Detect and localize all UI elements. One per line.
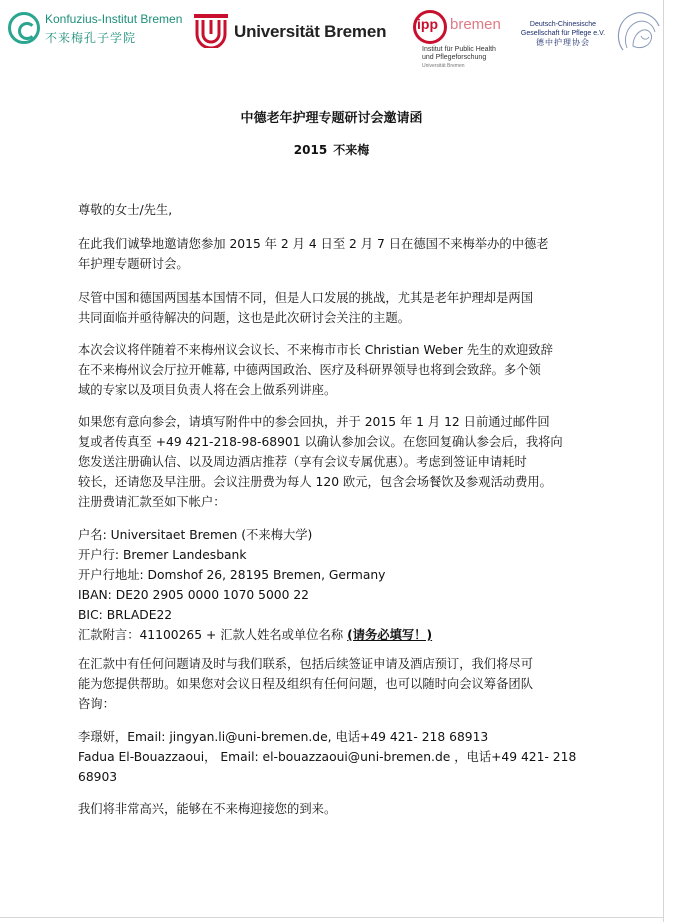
paragraph-topic <box>78 288 623 328</box>
paragraph-opening <box>78 340 623 400</box>
paragraph-line: 共同面临并亟待解决的问题，这也是此次研讨会关注的主题。 <box>78 311 411 325</box>
letter-subtitle <box>0 141 663 158</box>
contact-line: Fadua El-Bouazzaoui， Email: el-bouazzaoui@uni-bremen.de ，电话+49 421- 218 <box>78 750 577 764</box>
universitaet-bremen-emblem-icon <box>194 14 228 48</box>
ipp-line-2: und Pflegeforschung <box>422 54 487 61</box>
ipp-line-3: Universität Bremen <box>422 63 465 69</box>
paragraph-line: 在不来梅州议会厅拉开帷幕, 中德两国政治、医疗及科研界领导也将到会致辞。多个领 <box>78 363 541 377</box>
bank-account-name: 户名: Universitaet Bremen (不来梅大学) <box>78 528 313 542</box>
letter-title: 中德老年护理专题研讨会邀请函 <box>240 111 423 126</box>
dcg-logo-text <box>517 20 609 47</box>
paragraph-line: 在汇款中有任何问题请及时与我们联系，包括后续签证申请及酒店预订，我们将尽可 <box>78 657 533 671</box>
page-edge-bottom <box>0 917 663 918</box>
dcg-line-1: Deutsch-Chinesische <box>529 21 597 28</box>
dcg-pflege-logo <box>517 10 667 60</box>
confucius-emblem-icon <box>8 12 40 44</box>
paragraph-line: 注册费请汇款至如下帐户： <box>78 495 226 509</box>
bank-details <box>78 525 623 645</box>
bank-name: 开户行: Bremer Landesbank <box>78 548 247 562</box>
paragraph-line: 较长，还请您及早注册。会议注册费为每人 120 欧元，包含会场餐饮及参观活动费用。 <box>78 475 552 489</box>
bank-bic: BIC: BRLADE22 <box>78 608 173 622</box>
contact-line: 李璟妍，Email: jingyan.li@uni-bremen.de, 电话+49 421- 218 68913 <box>78 730 489 744</box>
paragraph-line: 能为您提供帮助。如果您对会议日程及组织有任何问题，也可以随时向会议筹备团队 <box>78 677 533 691</box>
closing: 我们将非常高兴，能够在不来梅迎接您的到来。 <box>78 802 337 816</box>
paragraph-line: 在此我们诚挚地邀请您参加 2015 年 2 月 4 日至 2 月 7 日在德国不来梅举办的中德老 <box>78 237 549 251</box>
confucius-logo-name: Konfuzius-Institut Bremen <box>45 12 183 26</box>
bank-reference: 汇款附言：41100265 + 汇款人姓名或单位名称 <box>78 628 348 642</box>
paragraph-line: 尽管中国和德国两国基本国情不同，但是人口发展的挑战，尤其是老年护理却是两国 <box>78 291 533 305</box>
confucius-institute-logo <box>8 10 188 46</box>
ipp-line-1: Institut für Public Health <box>422 46 496 53</box>
paragraph-line: 咨询： <box>78 697 115 711</box>
paragraph-invitation <box>78 234 623 274</box>
bank-reference-note: (请务必填写！) <box>347 628 433 642</box>
paragraph-line: 年护理专题研讨会。 <box>78 257 189 271</box>
confucius-logo-cn: 不来梅孔子学院 <box>45 31 137 45</box>
bank-address: 开户行地址: Domshof 26, 28195 Bremen, Germany <box>78 568 386 582</box>
paragraph-support <box>78 654 623 714</box>
dcg-emblem-icon <box>613 10 663 56</box>
letter-subtitle-city: 不来梅 <box>333 143 370 157</box>
ipp-city: bremen <box>450 16 501 33</box>
contact-line: 68903 <box>78 770 118 784</box>
universitaet-bremen-logo-name: Universität Bremen <box>234 22 387 41</box>
ipp-bremen-logo <box>413 10 513 74</box>
paragraph-registration <box>78 412 623 512</box>
dcg-line-2: Gesellschaft für Pflege e.V. <box>520 30 606 37</box>
paragraph-line: 本次会议将伴随着不来梅州议会议长、不来梅市市长 Christian Weber 先生的欢迎致辞 <box>78 343 553 357</box>
contacts <box>78 727 623 787</box>
bank-reference-line <box>78 625 623 645</box>
paragraph-line: 复或者传真至 +49 421-218-98-68901 以确认参加会议。在您回复确认参会后，我将向 <box>78 435 563 449</box>
page-edge <box>663 0 664 922</box>
universitaet-bremen-logo <box>194 14 404 54</box>
paragraph-line: 域的专家以及项目负责人将在会上做系列讲座。 <box>78 383 337 397</box>
letter-subtitle-year: 2015 <box>293 143 328 157</box>
ipp-abbr: ipp <box>417 16 438 32</box>
bank-iban: IBAN: DE20 2905 0000 1070 5000 22 <box>78 588 309 602</box>
paragraph-line: 您发送注册确认信、以及周边酒店推荐（享有会议专属优惠）。考虑到签证申请耗时 <box>78 455 527 469</box>
salutation: 尊敬的女士/先生, <box>78 203 173 217</box>
ipp-institute-name <box>422 46 517 70</box>
paragraph-line: 如果您有意向参会，请填写附件中的参会回执，并于 2015 年 1 月 12 日前通过邮件回 <box>78 415 550 429</box>
dcg-cn: 德中护理协会 <box>536 38 590 47</box>
